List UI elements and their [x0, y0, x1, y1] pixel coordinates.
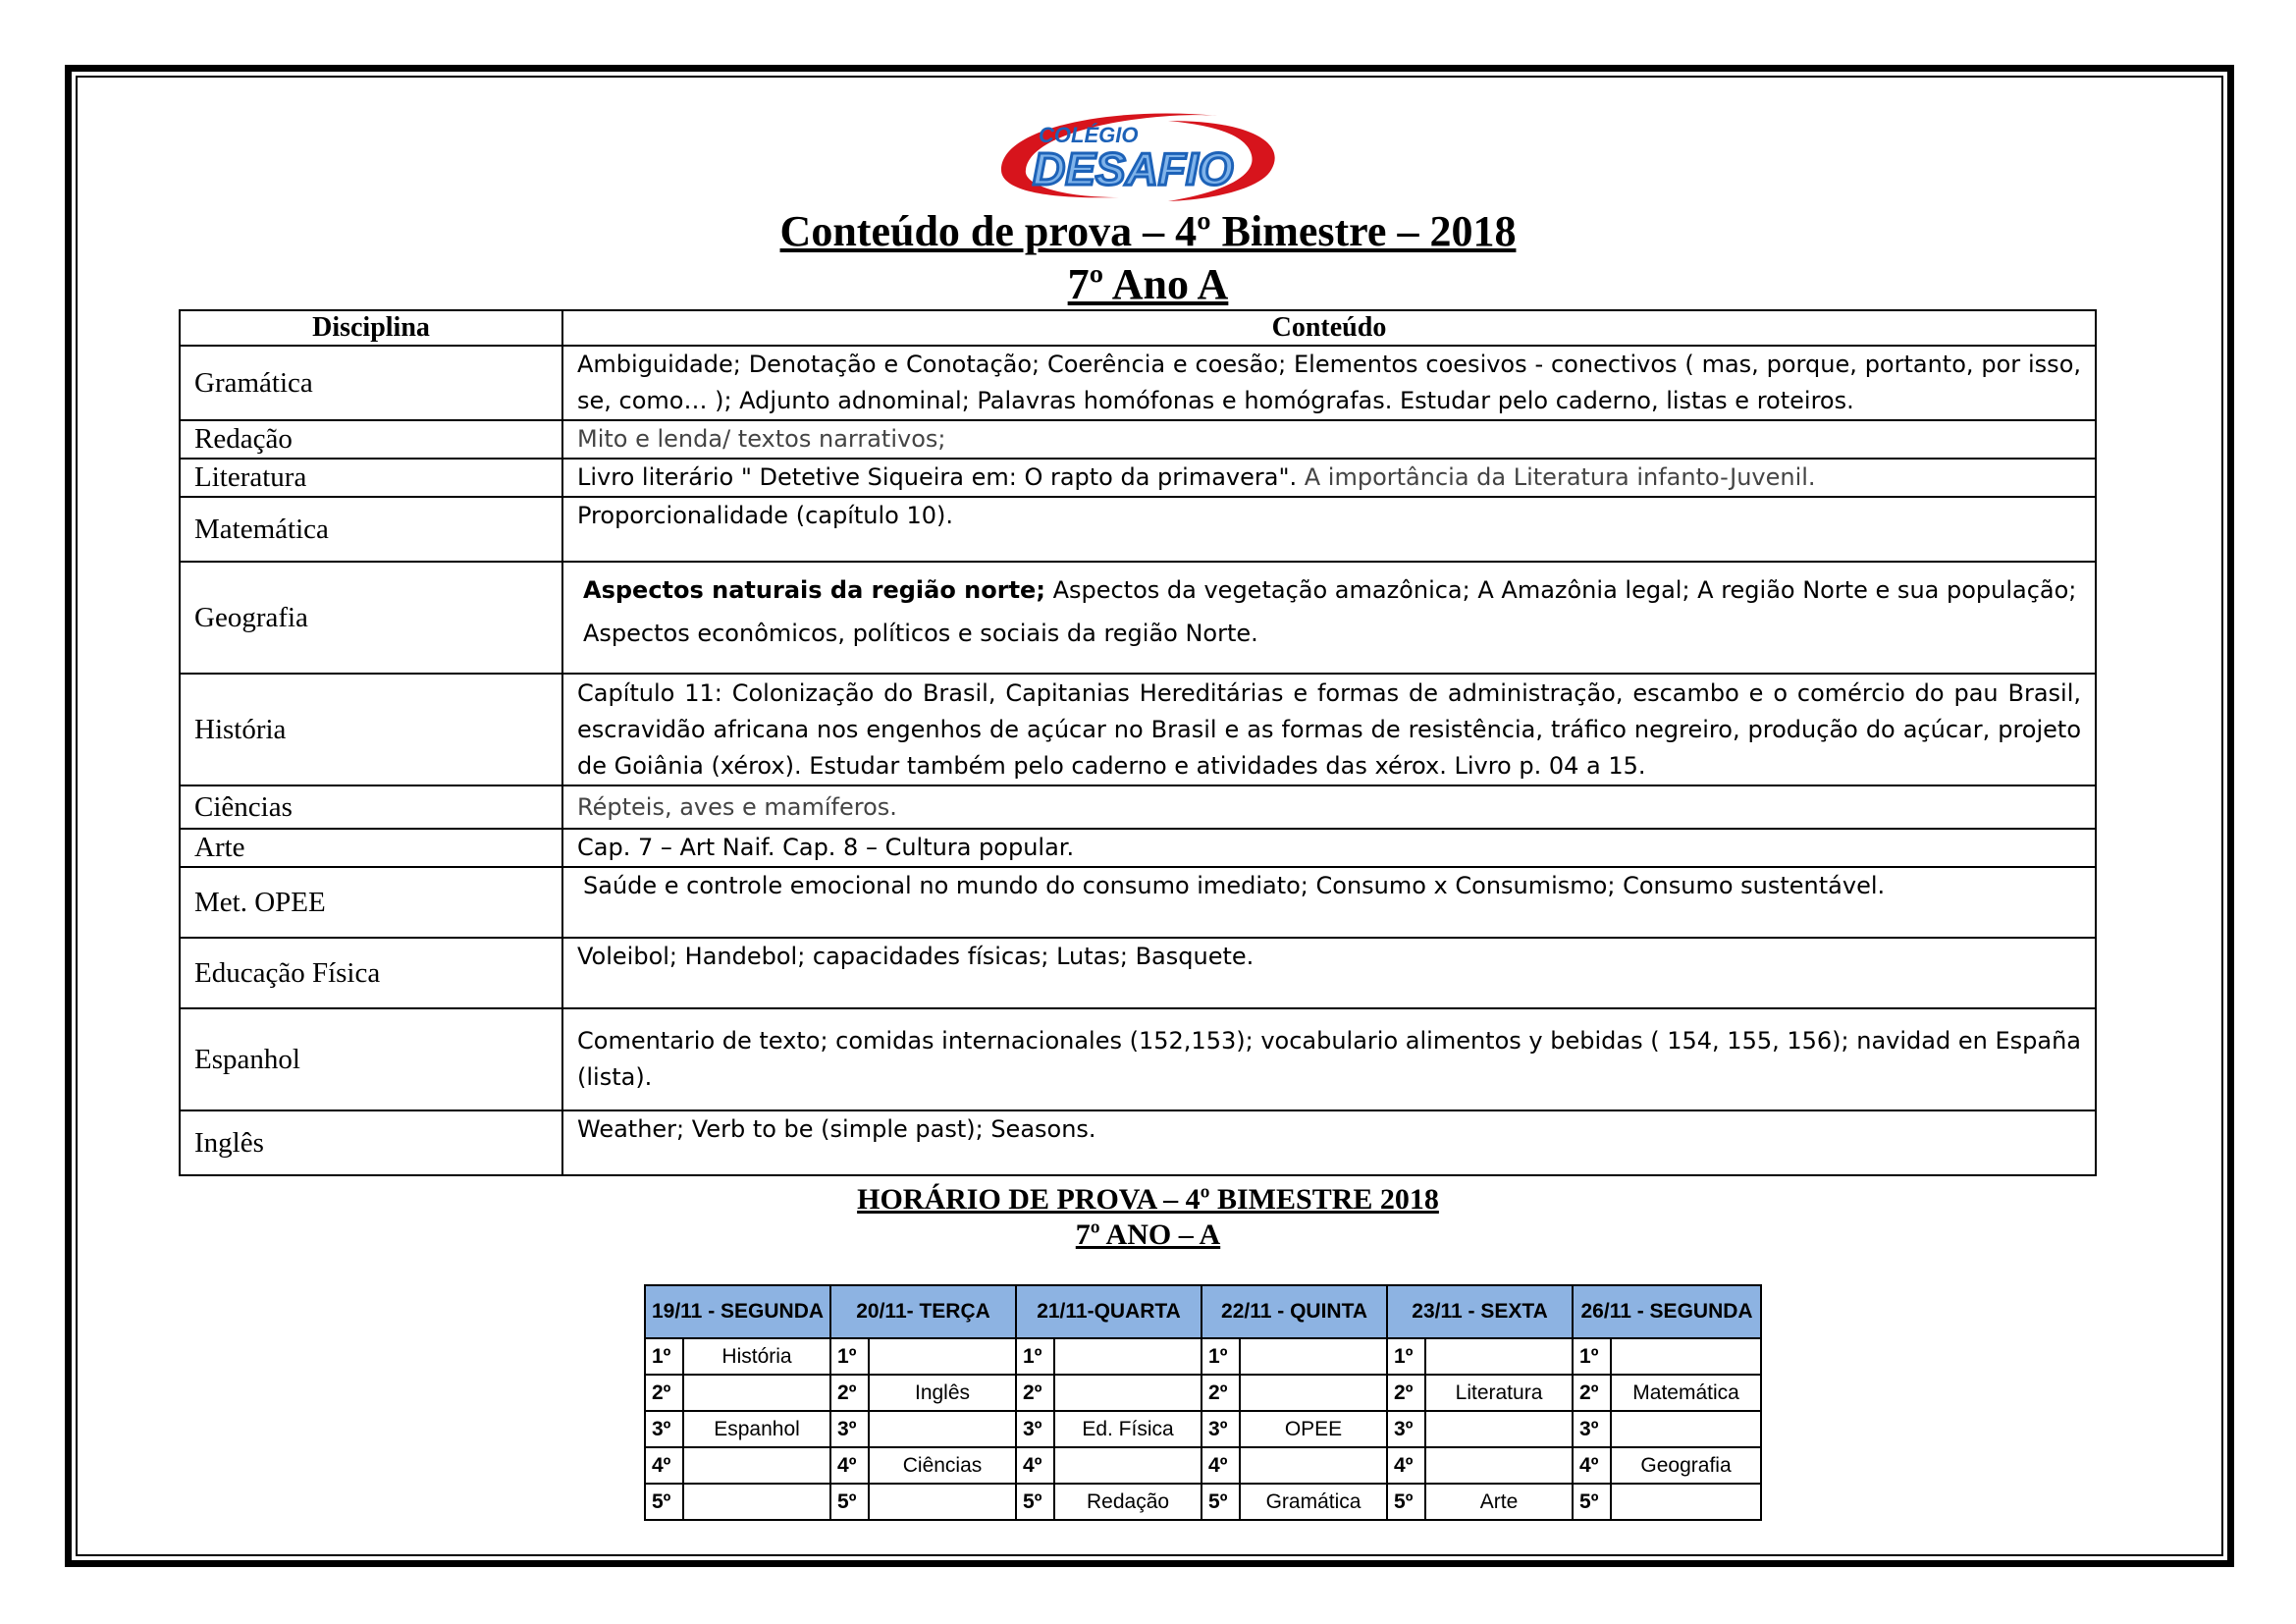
period-number: 1º: [1573, 1338, 1611, 1375]
schedule-cell: Literatura: [1425, 1375, 1573, 1411]
schedule-cell: [1611, 1484, 1761, 1520]
period-number: 1º: [645, 1338, 683, 1375]
content-table: [179, 309, 2097, 1176]
day-header: 21/11-QUARTA: [1016, 1285, 1201, 1338]
period-number: 3º: [830, 1411, 869, 1447]
schedule-cell: [1240, 1447, 1387, 1484]
period-number: 5º: [1201, 1484, 1240, 1520]
schedule-cell: [683, 1447, 830, 1484]
period-number: 2º: [1016, 1375, 1054, 1411]
period-number: 3º: [645, 1411, 683, 1447]
header-conteudo: Conteúdo: [562, 310, 2096, 346]
schedule-subtitle: 7º ANO – A: [1075, 1218, 1221, 1251]
content-cell: [562, 562, 2096, 674]
content-cell: Capítulo 11: Colonização do Brasil, Capitanias Hereditárias e formas de administração, escambo e o comércio do pau Brasil, escravidão africana nos engenhos de açúcar no Brasil e as formas de resistência, tráfico negreiro, produção do açúcar, projeto de Goiânia (xérox). Estudar também pelo caderno e atividades das xérox. Livro p. 04 a 15.: [562, 674, 2096, 785]
school-logo: [972, 101, 1296, 209]
content-text: Livro literário " Detetive Siqueira em: O rapto da primavera".: [577, 463, 1298, 491]
subject-cell: Redação: [180, 420, 562, 459]
schedule-cell: [869, 1411, 1016, 1447]
subject-cell: Arte: [180, 829, 562, 867]
content-cell: Cap. 7 – Art Naif. Cap. 8 – Cultura popular.: [562, 829, 2096, 867]
schedule-row: [645, 1484, 1761, 1520]
subject-cell: História: [180, 674, 562, 785]
schedule-row: [645, 1411, 1761, 1447]
table-row: [180, 1110, 2096, 1175]
schedule-row: [645, 1447, 1761, 1484]
schedule-cell: [1611, 1338, 1761, 1375]
period-number: 1º: [1387, 1338, 1425, 1375]
schedule-cell: [869, 1484, 1016, 1520]
period-number: 4º: [1016, 1447, 1054, 1484]
subject-cell: Matemática: [180, 497, 562, 562]
period-number: 3º: [1201, 1411, 1240, 1447]
subject-cell: Geografia: [180, 562, 562, 674]
period-number: 4º: [1573, 1447, 1611, 1484]
content-text-extra: A importância da Literatura infanto-Juvenil.: [1297, 463, 1816, 491]
day-header: 23/11 - SEXTA: [1387, 1285, 1573, 1338]
schedule-cell: Arte: [1425, 1484, 1573, 1520]
schedule-cell: Espanhol: [683, 1411, 830, 1447]
table-row: [180, 459, 2096, 497]
schedule-header-row: [645, 1285, 1761, 1338]
table-row: [180, 1008, 2096, 1110]
period-number: 4º: [645, 1447, 683, 1484]
schedule-cell: [1425, 1338, 1573, 1375]
schedule-cell: [1054, 1447, 1201, 1484]
header-disciplina: Disciplina: [180, 310, 562, 346]
period-number: 2º: [645, 1375, 683, 1411]
period-number: 2º: [830, 1375, 869, 1411]
schedule-table: [644, 1284, 1762, 1521]
period-number: 3º: [1573, 1411, 1611, 1447]
content-cell: Saúde e controle emocional no mundo do consumo imediato; Consumo x Consumismo; Consumo sustentável.: [562, 867, 2096, 938]
subject-cell: Inglês: [180, 1110, 562, 1175]
schedule-cell: [1425, 1411, 1573, 1447]
schedule-cell: Matemática: [1611, 1375, 1761, 1411]
period-number: 3º: [1016, 1411, 1054, 1447]
table-row: [180, 562, 2096, 674]
table-row: [180, 346, 2096, 420]
schedule-cell: História: [683, 1338, 830, 1375]
schedule-cell: [1240, 1338, 1387, 1375]
day-header: 19/11 - SEGUNDA: [645, 1285, 830, 1338]
schedule-cell: [1054, 1338, 1201, 1375]
content-table-header: [180, 310, 2096, 346]
period-number: 2º: [1573, 1375, 1611, 1411]
period-number: 4º: [1387, 1447, 1425, 1484]
content-cell: Ambiguidade; Denotação e Conotação; Coerência e coesão; Elementos coesivos - conectivos ( mas, porque, portanto, por isso, se, como… ); Adjunto adnominal; Palavras homófonas e homógrafas. Estudar pelo caderno, listas e roteiros.: [562, 346, 2096, 420]
schedule-cell: [683, 1484, 830, 1520]
schedule-cell: Ed. Física: [1054, 1411, 1201, 1447]
subject-cell: Met. OPEE: [180, 867, 562, 938]
schedule-cell: Gramática: [1240, 1484, 1387, 1520]
table-row: [180, 785, 2096, 829]
content-cell: Proporcionalidade (capítulo 10).: [562, 497, 2096, 562]
page-title: Conteúdo de prova – 4º Bimestre – 2018: [779, 207, 1517, 255]
table-row: [180, 829, 2096, 867]
period-number: 4º: [1201, 1447, 1240, 1484]
table-row: [180, 497, 2096, 562]
day-header: 22/11 - QUINTA: [1201, 1285, 1387, 1338]
period-number: 1º: [1201, 1338, 1240, 1375]
table-row: [180, 867, 2096, 938]
schedule-row: [645, 1338, 1761, 1375]
period-number: 5º: [830, 1484, 869, 1520]
period-number: 2º: [1201, 1375, 1240, 1411]
subject-cell: Literatura: [180, 459, 562, 497]
schedule-cell: OPEE: [1240, 1411, 1387, 1447]
content-cell: Comentario de texto; comidas internacionales (152,153); vocabulario alimentos y bebidas ( 154, 155, 156); navidad en España (lista).: [562, 1008, 2096, 1110]
period-number: 5º: [1016, 1484, 1054, 1520]
schedule-cell: [1425, 1447, 1573, 1484]
subject-cell: Ciências: [180, 785, 562, 829]
period-number: 3º: [1387, 1411, 1425, 1447]
subject-cell: Gramática: [180, 346, 562, 420]
page-subtitle: 7º Ano A: [1067, 260, 1229, 308]
period-number: 5º: [1387, 1484, 1425, 1520]
schedule-title: HORÁRIO DE PROVA – 4º BIMESTRE 2018: [857, 1183, 1439, 1216]
schedule-cell: [869, 1338, 1016, 1375]
schedule-cell: [1054, 1375, 1201, 1411]
day-header: 26/11 - SEGUNDA: [1573, 1285, 1761, 1338]
logo-text-colegio: COLÉGIO: [1039, 123, 1139, 147]
schedule-cell: Geografia: [1611, 1447, 1761, 1484]
schedule-cell: Ciências: [869, 1447, 1016, 1484]
schedule-row: [645, 1375, 1761, 1411]
content-cell: [562, 459, 2096, 497]
schedule-cell: [1240, 1375, 1387, 1411]
schedule-cell: Inglês: [869, 1375, 1016, 1411]
table-row: [180, 674, 2096, 785]
period-number: 1º: [1016, 1338, 1054, 1375]
table-row: [180, 938, 2096, 1008]
subject-cell: Espanhol: [180, 1008, 562, 1110]
day-header: 20/11- TERÇA: [830, 1285, 1016, 1338]
content-cell: Voleibol; Handebol; capacidades físicas; Lutas; Basquete.: [562, 938, 2096, 1008]
content-text-bold: Aspectos naturais da região norte;: [583, 576, 1045, 604]
content-cell: Répteis, aves e mamíferos.: [562, 785, 2096, 829]
period-number: 4º: [830, 1447, 869, 1484]
subject-cell: Educação Física: [180, 938, 562, 1008]
content-cell: Mito e lenda/ textos narrativos;: [562, 420, 2096, 459]
logo-text-desafio: DESAFIO: [1033, 143, 1234, 194]
period-number: 1º: [830, 1338, 869, 1375]
period-number: 5º: [645, 1484, 683, 1520]
schedule-cell: [683, 1375, 830, 1411]
content-cell: Weather; Verb to be (simple past); Seasons.: [562, 1110, 2096, 1175]
content-text: Aspectos da vegetação amazônica; A Amazônia legal; A região Norte e sua população; Aspectos econômicos, políticos e sociais da região Norte.: [583, 576, 2077, 647]
period-number: 5º: [1573, 1484, 1611, 1520]
period-number: 2º: [1387, 1375, 1425, 1411]
schedule-cell: Redação: [1054, 1484, 1201, 1520]
schedule-cell: [1611, 1411, 1761, 1447]
table-row: [180, 420, 2096, 459]
